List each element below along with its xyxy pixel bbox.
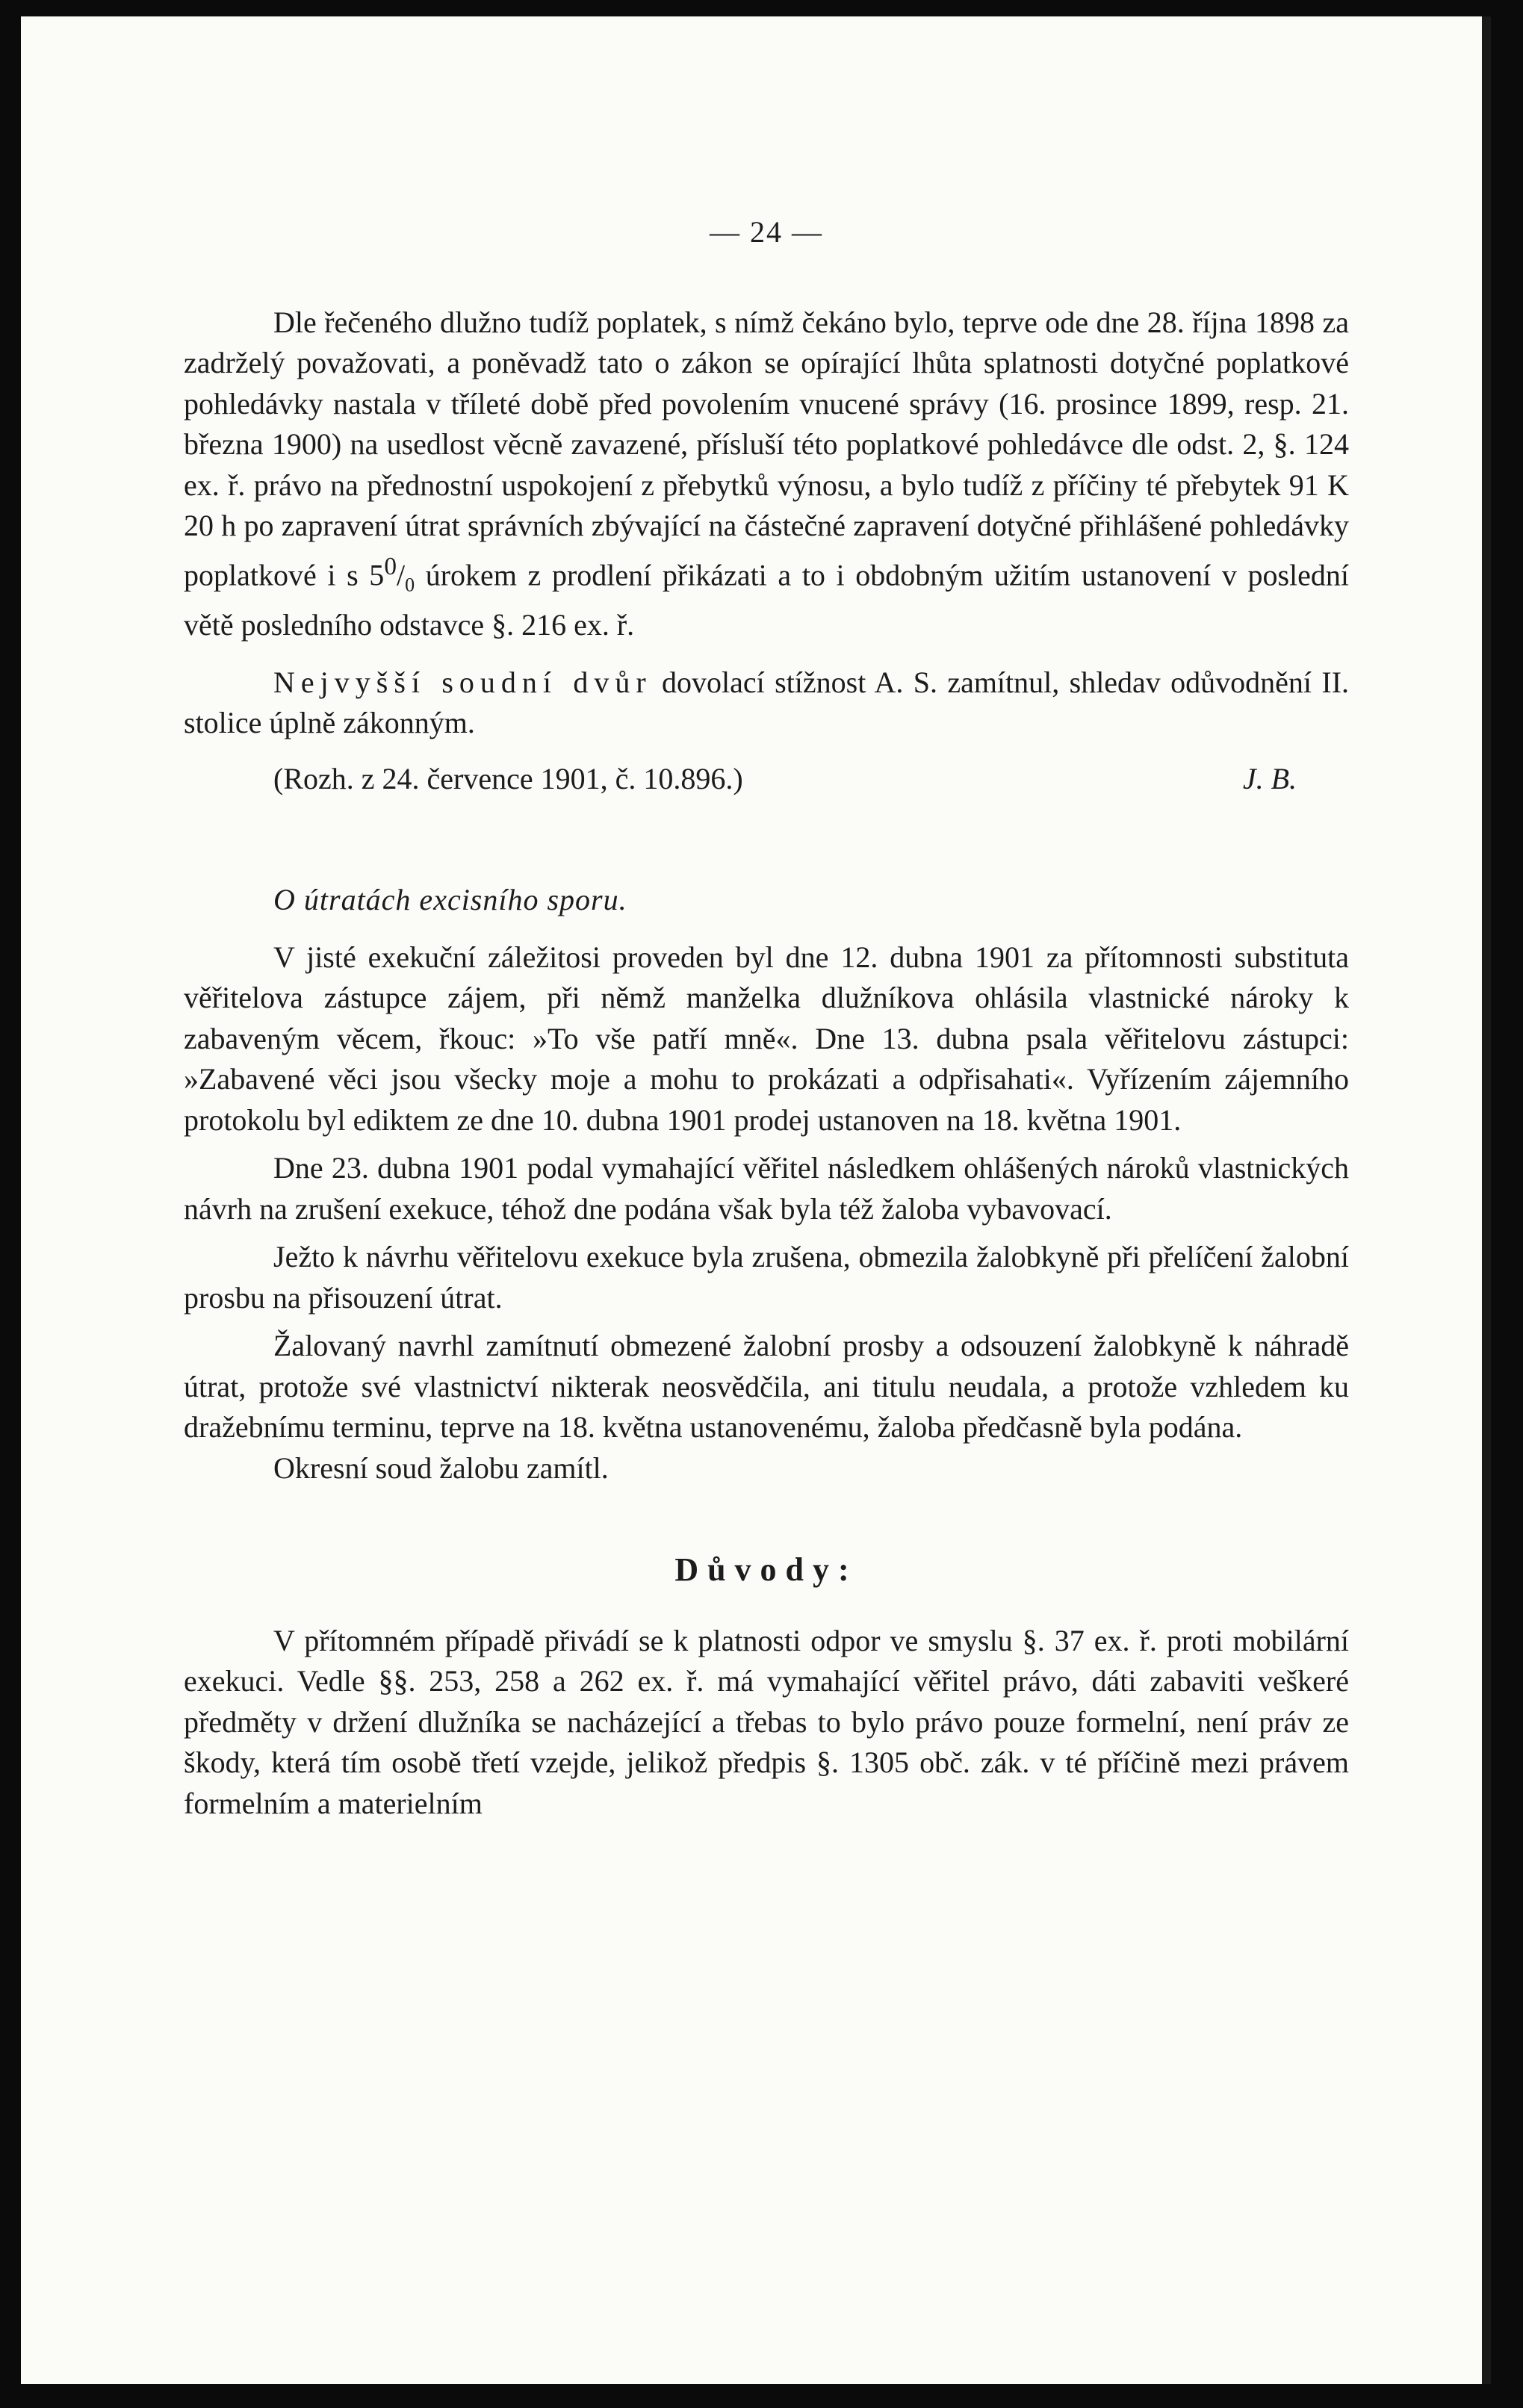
paragraph-5: Ježto k návrhu věřitelovu exekuce byla zrušena, obmezila žalobkyně při přelíčení žalobní prosbu na přisouzení útrat. [184, 1240, 1349, 1315]
paragraph-2-text: dovolací stížnost A. S. zamítnul, shledav odůvodnění II. stolice úplně zákonným. [184, 665, 1350, 740]
book-page [21, 16, 1491, 2384]
citation: (Rozh. z 24. července 1901, č. 10.896.) [273, 761, 743, 795]
citation-row [184, 759, 1349, 800]
paragraph-1-end: úrokem z prodlení přikázati a to i obdobným užitím ustanovení v poslední větě posledního odstavce §. 216 ex. ř. [184, 557, 1349, 642]
paragraph-7: Okresní soud žalobu zamítl. [273, 1450, 609, 1485]
court-name: Nejvyšší soudní dvůr [273, 665, 652, 699]
paragraph-6: Žalovaný navrhl zamítnutí obmezené žalobní prosby a odsouzení žalobkyně k náhradě útrat, protože své vlastnictví nikterak neosvědčila, ani titulu neudala, a protože vzhledem ku dražebnímu terminu, teprve na 18. května ustanovenému, žaloba předčasně byla podána. [184, 1329, 1349, 1445]
paragraph-4: Dne 23. dubna 1901 podal vymahající věřitel následkem ohlášených nároků vlastnických návrh na zrušení exekuce, téhož dne podána však byla též žaloba vybavovací. [184, 1151, 1349, 1226]
percent-sup: 0 [384, 552, 397, 580]
page-text [184, 212, 1349, 1824]
paragraph-8: V přítomném případě přivádí se k platnosti odpor ve smyslu §. 37 ex. ř. proti mobilární exekuci. Vedle §§. 253, 258 a 262 ex. ř. má vymahající věřitel právo, dáti zabaviti veškeré předměty v držení dlužníka se nacházející a třebas to bylo právo pouze formelní, není práv ze škody, která tím osobě třetí vzejde, jelikož předpis §. 1305 obč. zák. v té příčině mezi právem formelním a materielním [184, 1623, 1349, 1820]
paragraph-1 [184, 302, 1349, 646]
percent-sub: 0 [405, 573, 415, 595]
page-number: — 24 — [710, 215, 823, 249]
paragraph-1-text: Dle řečeného dlužno tudíž poplatek, s nímž čekáno bylo, teprve ode dne 28. října 1898 za zadrželý považovati, a poněvadž tato o zákon se opírající lhůta splatnosti dotyčné poplatkové pohledávky nastala v tříleté době před povolením vnucené správy (16. prosince 1899, resp. 21. března 1900) na usedlost věcně zavazené, přísluší této poplatkové pohledávce dle odst. 2, §. 124 ex. ř. právo na přednostní uspokojení z přebytků výnosu, a bylo tudíž z příčiny té přebytek 91 K 20 h po zapravení útrat správních zbývající na částečné zapravení dotyčné přihlášené pohledávky poplatkové i s 5 [184, 305, 1349, 592]
percent-slash: / [396, 557, 406, 592]
section-title: O útratách excisního sporu. [273, 883, 627, 917]
paragraph-2 [184, 662, 1349, 744]
citation-signature: J. B. [1242, 761, 1297, 795]
paragraph-3: V jisté exekuční záležitosi proveden byl dne 12. dubna 1901 za přítomnosti substituta věřitelova zástupce zájem, při němž manželka dlužníkova ohlásila vlastnické nároky k zabaveným věcem, řkouc: »To vše patří mně«. Dne 13. dubna psala věřitelovu zástupci: »Zabavené věci jsou všecky moje a mohu to prokázati a odpřisahati«. Vyřízením zájemního protokolu byl ediktem ze dne 10. dubna 1901 prodej ustanoven na 18. května 1901. [184, 940, 1349, 1137]
reasons-heading: Důvody: [674, 1551, 858, 1589]
